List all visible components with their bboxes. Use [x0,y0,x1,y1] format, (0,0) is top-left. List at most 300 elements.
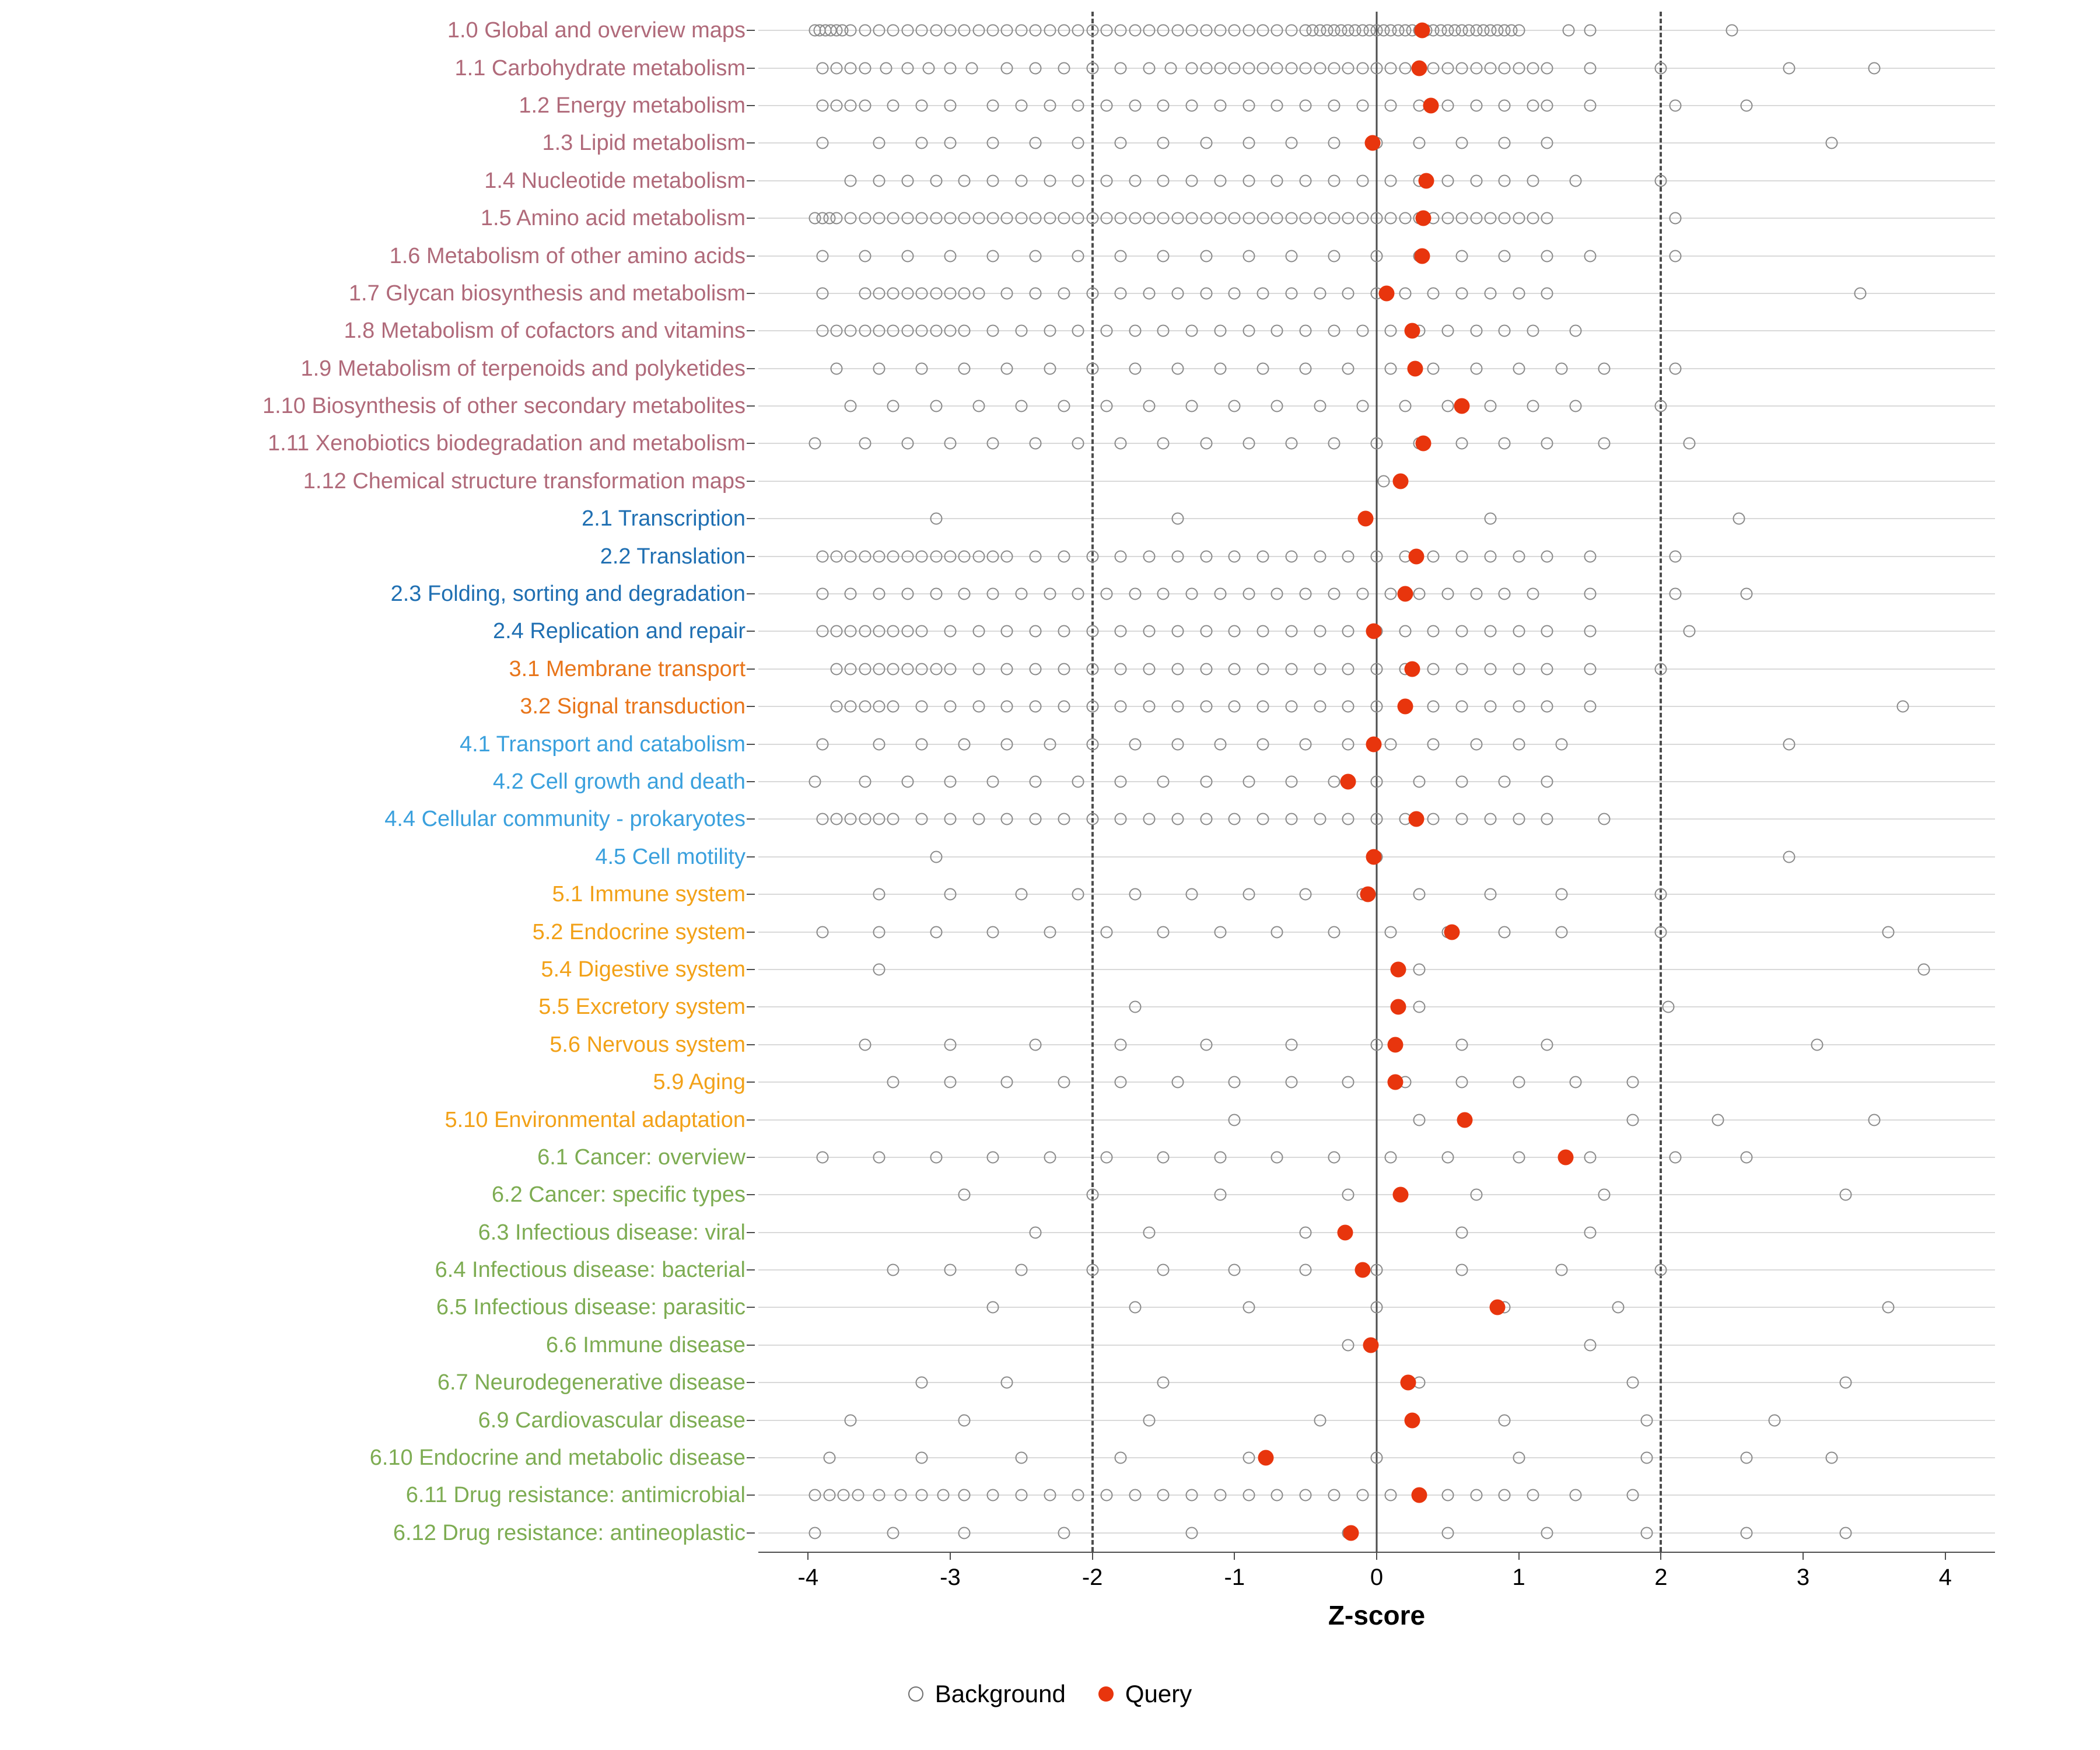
background-point [1228,287,1241,299]
background-point [1342,625,1354,638]
background-point [1342,1339,1354,1351]
x-axis-title: Z-score [1328,1600,1426,1630]
background-point [901,250,914,262]
background-point [972,212,985,225]
background-point [916,738,928,750]
background-point [1598,362,1610,374]
background-point [987,137,999,149]
y-axis-label: 5.4 Digestive system [541,957,746,982]
background-point [1186,24,1198,37]
background-point [1171,738,1184,750]
x-axis-tick-label: -4 [797,1564,819,1590]
x-axis-tick [807,1552,808,1560]
background-point [845,663,857,675]
background-point [958,362,971,374]
background-point [1285,212,1297,225]
background-point [1186,62,1198,74]
background-point [944,1076,956,1088]
y-axis-label: 6.10 Endocrine and metabolic disease [369,1446,746,1471]
background-point [1584,62,1596,74]
background-point [1015,24,1027,37]
background-point [1001,738,1013,750]
background-point [1427,62,1440,74]
background-point [987,24,999,37]
background-point [1456,701,1468,713]
background-point [1285,24,1297,37]
background-point [937,1489,949,1502]
background-point [1740,1527,1752,1539]
background-point [859,701,871,713]
query-point[interactable] [1414,23,1430,38]
query-point[interactable] [1409,811,1424,827]
background-point [1484,701,1496,713]
y-axis-tick [747,593,755,594]
query-point[interactable] [1354,1262,1370,1278]
background-point [873,738,886,750]
background-point [1072,888,1084,901]
background-point [987,250,999,262]
query-point[interactable] [1366,624,1382,639]
background-point [916,1489,928,1502]
background-point [1356,174,1368,187]
query-point[interactable] [1414,248,1430,264]
background-point [1484,212,1496,225]
y-axis-label: 3.2 Signal transduction [520,694,746,719]
background-point [1655,62,1667,74]
background-point [1115,1452,1127,1464]
background-point [1214,926,1226,938]
background-point [1314,1414,1326,1426]
background-point [1541,550,1553,562]
background-point [1228,400,1241,412]
query-point[interactable] [1360,887,1376,902]
background-point [1300,174,1312,187]
query-point[interactable] [1404,661,1420,677]
query-point[interactable] [1419,173,1434,188]
background-point [831,362,843,374]
y-axis-label: 5.5 Excretory system [538,995,746,1020]
background-point [916,625,928,638]
background-point [1200,550,1212,562]
background-point [1513,813,1525,825]
background-point [1171,813,1184,825]
background-point [1157,325,1170,337]
background-point [1285,776,1297,788]
background-point [845,400,857,412]
background-point [1385,362,1397,374]
query-point[interactable] [1407,360,1423,376]
query-point[interactable] [1416,211,1432,226]
background-point [816,325,828,337]
background-point [1314,663,1326,675]
background-point [1541,287,1553,299]
background-point [1562,24,1574,37]
background-point [1328,438,1340,450]
query-point[interactable] [1444,924,1460,940]
query-point[interactable] [1258,1450,1273,1466]
background-point [930,550,942,562]
background-point [1271,926,1283,938]
background-point [1157,174,1170,187]
background-point [873,174,886,187]
background-point [1499,137,1511,149]
background-point [1030,62,1042,74]
background-point [1655,663,1667,675]
background-point [1371,776,1383,788]
background-point [816,62,828,74]
background-point [1399,212,1411,225]
background-point [1271,24,1283,37]
background-point [1655,1264,1667,1276]
y-axis-label: 6.4 Infectious disease: bacterial [435,1258,746,1283]
background-point [845,99,857,111]
background-point [1200,625,1212,638]
background-point [1499,250,1511,262]
background-point [1300,588,1312,600]
y-axis-label: 6.12 Drug resistance: antineoplastic [393,1520,746,1545]
y-axis-tick [747,1119,755,1121]
background-point [1129,174,1141,187]
background-point [944,888,956,901]
background-point [1143,1414,1156,1426]
query-point[interactable] [1366,849,1382,864]
background-point [958,174,971,187]
query-point[interactable] [1340,774,1356,790]
background-point [1456,1264,1468,1276]
background-point [1371,1301,1383,1314]
y-axis-label: 1.5 Amino acid metabolism [480,206,746,231]
y-axis-tick [747,1382,755,1383]
background-point [1385,738,1397,750]
background-point [1171,1076,1184,1088]
background-point [1456,287,1468,299]
background-point [1186,325,1198,337]
background-point [1115,550,1127,562]
background-point [1086,550,1098,562]
background-point [1129,212,1141,225]
query-point[interactable] [1404,323,1420,339]
background-point [1214,588,1226,600]
background-point [1214,362,1226,374]
background-point [831,212,843,225]
query-point[interactable] [1387,1074,1403,1090]
background-point [1186,99,1198,111]
query-point[interactable] [1423,97,1438,113]
background-point [1242,888,1255,901]
query-point[interactable] [1343,1525,1359,1541]
background-point [972,625,985,638]
query-point[interactable] [1338,1224,1353,1240]
y-axis-label: 4.4 Cellular community - prokaryotes [384,807,746,832]
background-point [1285,287,1297,299]
background-point [1115,287,1127,299]
background-point [1200,250,1212,262]
background-point [859,438,871,450]
background-point [1171,513,1184,525]
y-axis-labels [0,12,758,1552]
background-point [1001,625,1013,638]
query-point[interactable] [1400,1375,1416,1391]
background-point [916,137,928,149]
background-point [859,287,871,299]
background-point [1300,325,1312,337]
y-axis-tick [747,556,755,557]
background-point [901,776,914,788]
y-axis-label: 1.9 Metabolism of terpenoids and polyketides [300,356,746,381]
background-point [1584,250,1596,262]
background-point [930,663,942,675]
y-axis-label: 4.5 Cell motility [595,844,746,869]
background-point [1157,24,1170,37]
background-point [873,813,886,825]
background-point [1584,625,1596,638]
background-point [1868,62,1880,74]
background-point [1342,813,1354,825]
query-point[interactable] [1412,1488,1427,1503]
background-point [1456,62,1468,74]
background-point [958,1414,971,1426]
background-point [1513,738,1525,750]
background-point [1783,62,1795,74]
y-axis-tick [747,1006,755,1007]
background-point [1441,1527,1454,1539]
background-point [930,1151,942,1163]
query-point[interactable] [1397,586,1413,602]
background-point [1214,325,1226,337]
background-point [987,550,999,562]
y-axis-tick [747,856,755,858]
y-axis-label: 6.5 Infectious disease: parasitic [436,1295,746,1320]
query-point[interactable] [1379,285,1395,301]
background-point [1385,174,1397,187]
background-point [930,588,942,600]
background-point [809,438,821,450]
background-point [1129,99,1141,111]
background-point [1640,1527,1653,1539]
x-axis-tick [1803,1552,1804,1560]
background-point [1129,738,1141,750]
background-point [1413,588,1426,600]
background-point [1228,663,1241,675]
background-point [1527,99,1539,111]
background-point [1143,1226,1156,1238]
background-point [1356,212,1368,225]
y-axis-tick [747,1307,755,1308]
background-point [873,287,886,299]
background-point [1811,1038,1824,1051]
background-point [1427,625,1440,638]
legend-label-background: Background [935,1680,1066,1707]
query-point[interactable] [1390,999,1406,1015]
query-point[interactable] [1457,1112,1473,1128]
y-axis-label: 6.6 Immune disease [545,1332,746,1357]
background-point [1115,212,1127,225]
background-point [1541,62,1553,74]
query-point[interactable] [1409,548,1424,564]
background-point [1171,550,1184,562]
background-point [901,174,914,187]
background-point [1456,438,1468,450]
background-point [1143,400,1156,412]
background-point [1257,24,1269,37]
background-point [1044,738,1056,750]
background-point [1499,926,1511,938]
background-point [1242,588,1255,600]
background-point [1441,325,1454,337]
background-point [1285,701,1297,713]
background-point [1171,287,1184,299]
query-point[interactable] [1387,1037,1403,1052]
background-point [1740,1452,1752,1464]
background-point [1541,1038,1553,1051]
background-point [845,62,857,74]
background-point [831,663,843,675]
y-axis-tick [747,631,755,632]
background-point [1555,926,1567,938]
y-axis-label: 6.2 Cancer: specific types [491,1182,746,1208]
background-point [1086,701,1098,713]
background-point [1271,1489,1283,1502]
background-point [1300,738,1312,750]
background-point [1882,926,1895,938]
background-point [1441,62,1454,74]
query-point[interactable] [1390,961,1406,977]
query-point[interactable] [1416,436,1432,452]
background-point [1555,362,1567,374]
background-point [1001,550,1013,562]
background-point [1385,99,1397,111]
background-point [1342,287,1354,299]
background-point [1285,663,1297,675]
query-point[interactable] [1558,1149,1574,1165]
background-point [1499,62,1511,74]
background-point [1115,1038,1127,1051]
query-point[interactable] [1454,398,1470,414]
background-point [1441,588,1454,600]
background-point [1371,550,1383,562]
query-point[interactable] [1357,511,1373,527]
background-point [887,1264,900,1276]
background-point [1499,1489,1511,1502]
background-point [1257,738,1269,750]
background-point [1413,776,1426,788]
background-point [901,212,914,225]
background-point [1371,438,1383,450]
background-point [958,738,971,750]
y-axis-tick [747,68,755,69]
query-point[interactable] [1393,1187,1409,1203]
background-point [1257,362,1269,374]
y-axis-tick [747,1269,755,1270]
y-axis-tick [747,781,755,782]
background-point [1513,287,1525,299]
background-point [1242,1452,1255,1464]
background-point [1157,438,1170,450]
background-point [880,62,892,74]
background-point [1157,1489,1170,1502]
background-point [1385,212,1397,225]
x-axis-tick-label: 3 [1796,1564,1810,1590]
background-point [1527,1489,1539,1502]
query-point[interactable] [1412,60,1427,76]
background-point [1854,287,1866,299]
legend-item-background [908,1680,1066,1708]
background-point [1726,24,1738,37]
background-point [1086,1189,1098,1201]
background-point [1456,625,1468,638]
background-point [1484,550,1496,562]
y-axis-tick [747,330,755,331]
background-point [1456,813,1468,825]
background-point [1214,212,1226,225]
background-point [816,588,828,600]
background-point [1214,99,1226,111]
background-point [1157,1264,1170,1276]
background-point [1541,137,1553,149]
background-point [972,813,985,825]
query-point[interactable] [1490,1300,1506,1315]
background-point [944,1038,956,1051]
background-point [1371,813,1383,825]
background-point [1527,588,1539,600]
background-point [859,1038,871,1051]
query-point[interactable] [1397,699,1413,715]
background-point [1058,663,1070,675]
query-point[interactable] [1404,1412,1420,1428]
background-point [1371,663,1383,675]
background-point [1499,776,1511,788]
background-point [1143,625,1156,638]
background-point [1072,1489,1084,1502]
query-point[interactable] [1363,1337,1379,1353]
background-point [1101,588,1113,600]
background-point [987,1489,999,1502]
background-point [1171,663,1184,675]
background-point [1499,438,1511,450]
background-point [1584,663,1596,675]
background-point [1271,174,1283,187]
background-point [1640,1414,1653,1426]
background-point [845,174,857,187]
background-point [1030,550,1042,562]
background-point [1129,362,1141,374]
background-point [1257,663,1269,675]
background-point [1342,701,1354,713]
background-point [1541,212,1553,225]
y-axis-tick [747,668,755,670]
background-point [1712,1114,1724,1126]
background-point [1058,813,1070,825]
background-point [1200,776,1212,788]
query-point[interactable] [1366,736,1382,752]
background-point [1541,250,1553,262]
y-axis-tick [747,969,755,970]
background-point [1513,625,1525,638]
background-point [1086,625,1098,638]
query-point[interactable] [1364,135,1380,151]
background-point [1513,24,1525,37]
background-point [1058,62,1070,74]
y-axis-tick [747,1494,755,1496]
y-axis-tick [747,405,755,407]
background-point [1470,212,1482,225]
query-point[interactable] [1393,473,1409,489]
background-point [1186,888,1198,901]
y-axis-label: 6.3 Infectious disease: viral [478,1220,746,1245]
background-point [1584,550,1596,562]
background-point [1285,1076,1297,1088]
background-point [1157,1151,1170,1163]
